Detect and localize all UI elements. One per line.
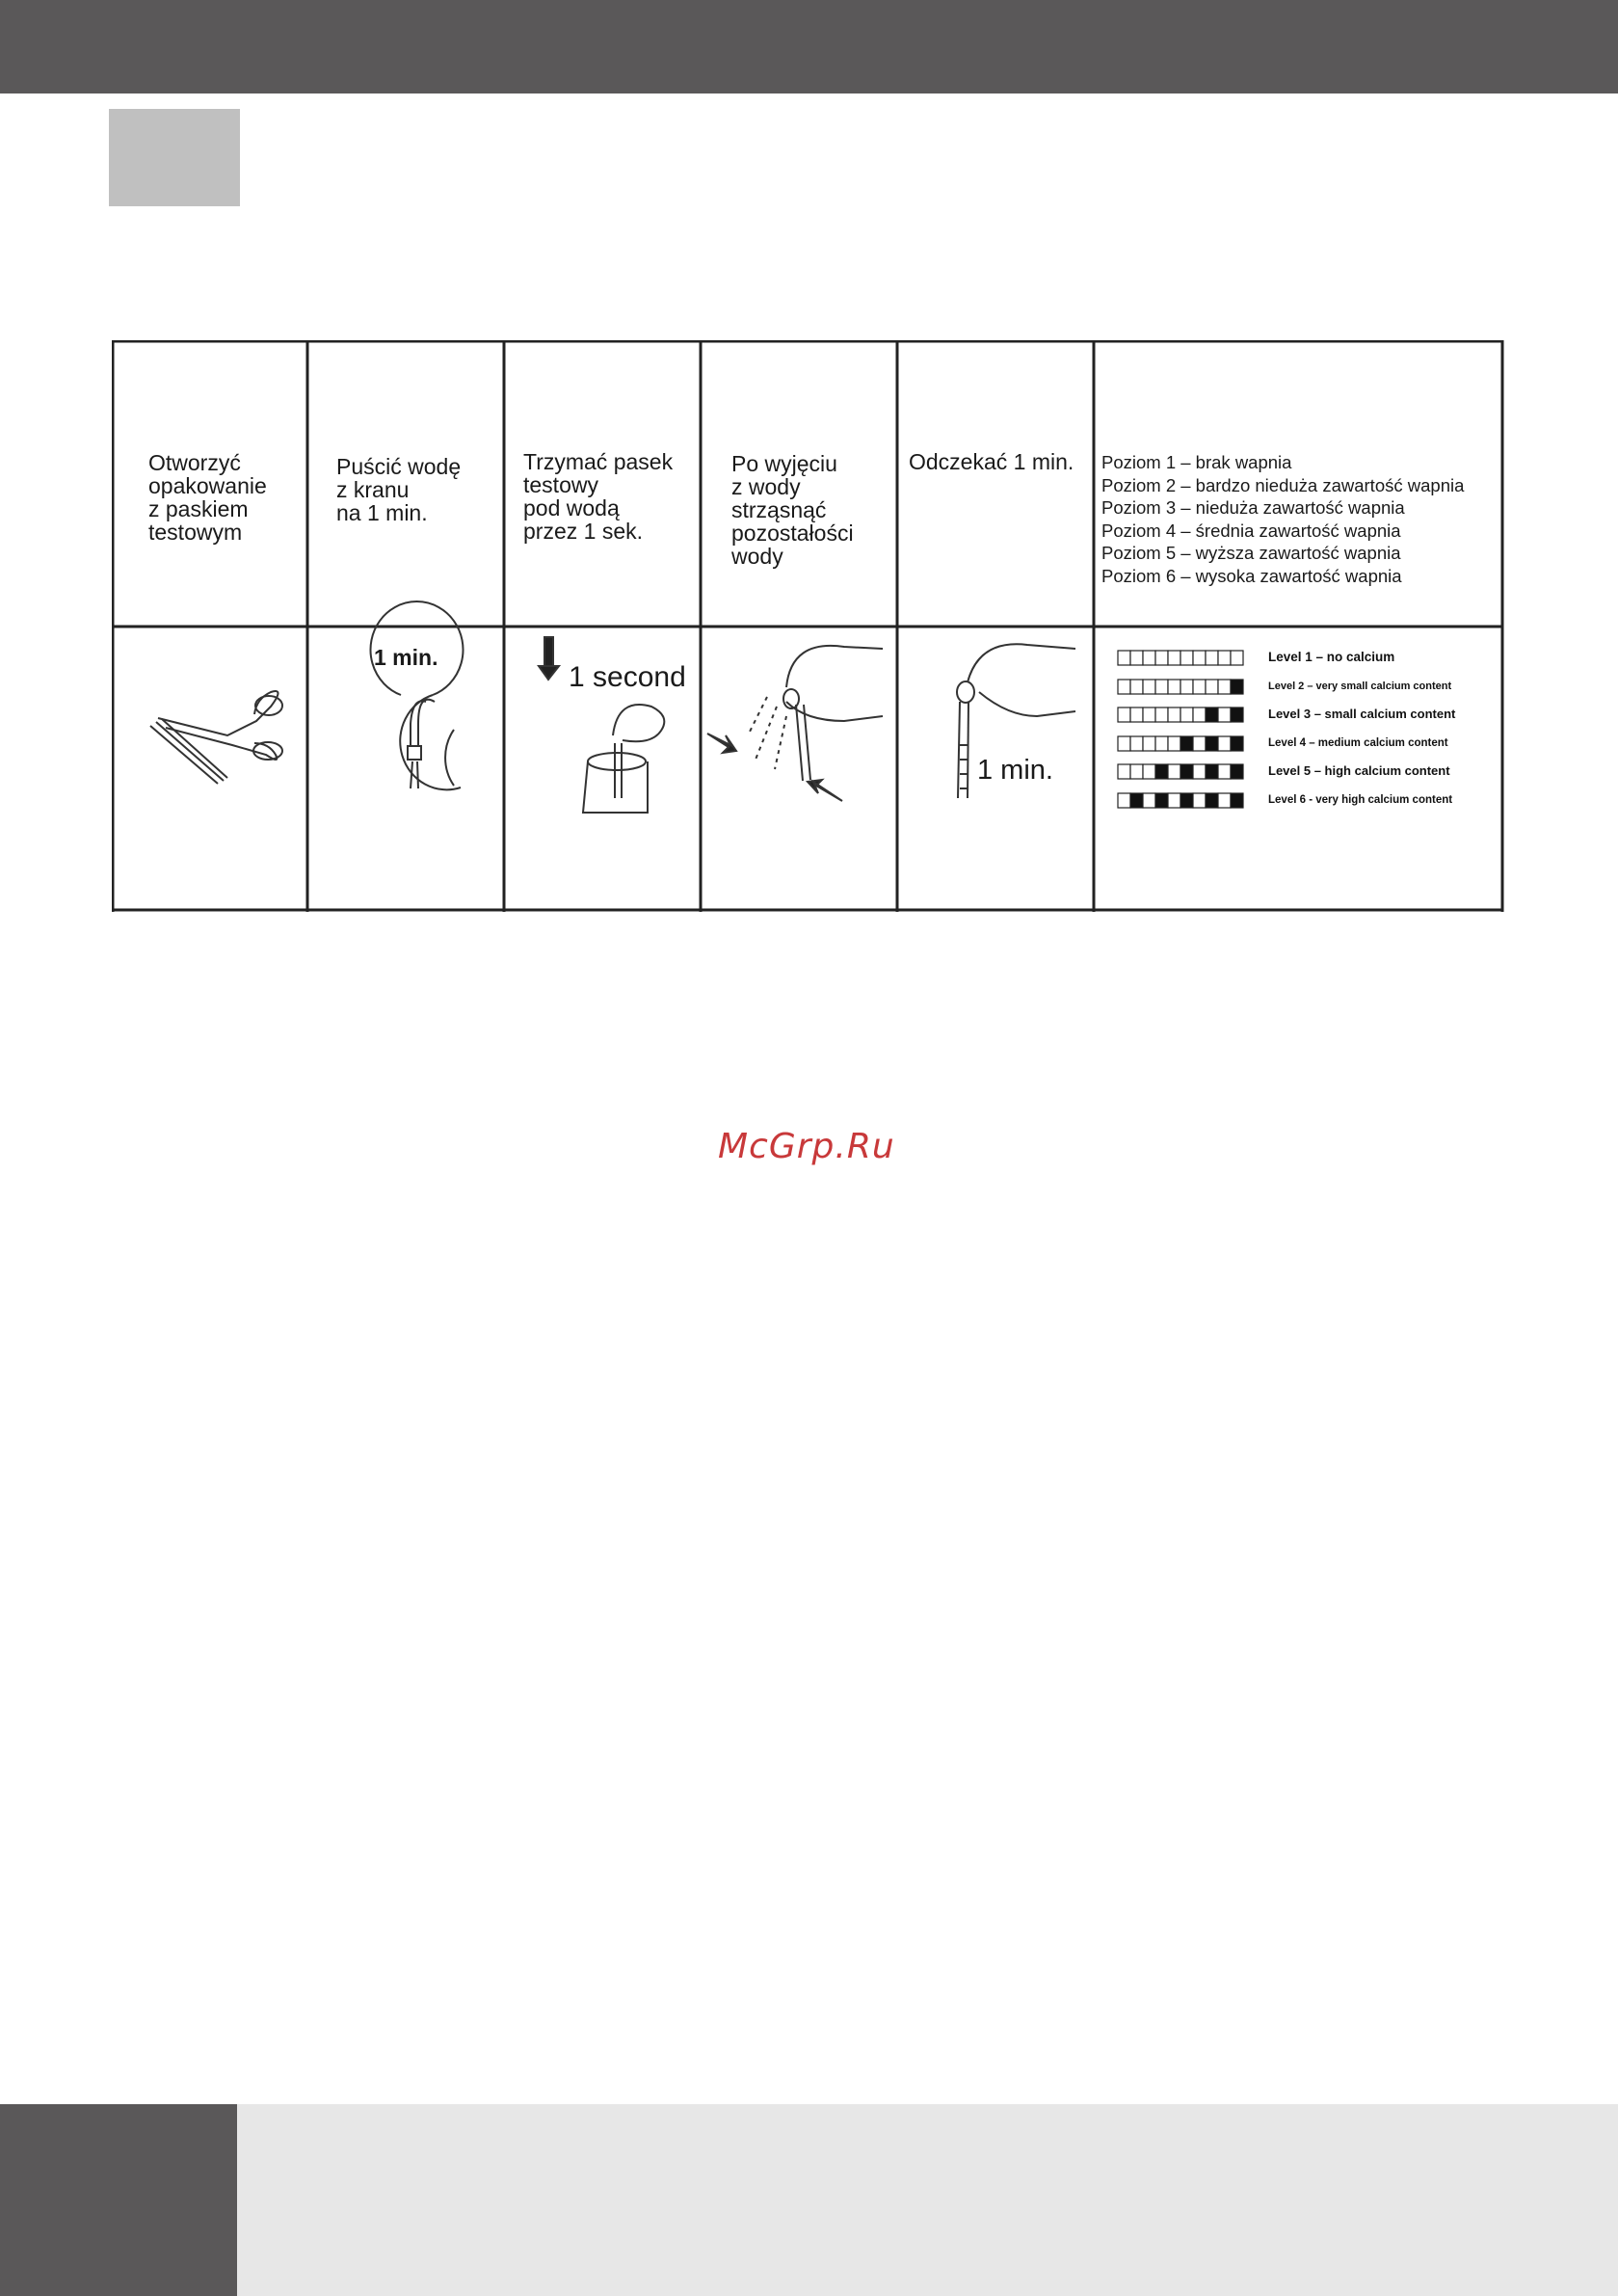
level-en-row [1117,649,1522,668]
levels-pl-list [1101,451,1464,587]
level-en-row [1117,706,1522,725]
wait-time-label: 1 min. [977,755,1053,786]
strip-square-empty [1193,736,1206,751]
strip-square-filled [1155,764,1168,779]
strip-square-empty [1130,764,1143,779]
step-2-text: Puścić wodę z kranu na 1 min. [336,454,462,525]
level-en-row [1117,678,1522,697]
strip-square-empty [1155,680,1168,694]
strip-square-filled [1231,707,1243,722]
strip-square-empty [1168,651,1180,665]
level-pl-item: Poziom 3 – nieduża zawartość wapnia [1101,497,1405,518]
strip-square-empty [1118,736,1130,751]
level-en-row [1117,791,1522,811]
tap-icon [371,601,464,789]
strip-square-filled [1231,736,1243,751]
level-pl-item: Poziom 1 – brak wapnia [1101,452,1292,472]
strip-square-empty [1168,680,1180,694]
strip-square-empty [1143,651,1155,665]
level-en-label: Level 2 – very small calcium content [1268,680,1452,692]
level-en-label: Level 6 - very high calcium content [1268,793,1453,806]
header-band [0,0,1618,93]
strip-square-empty [1193,793,1206,808]
strip-square-empty [1118,680,1130,694]
strip-square-empty [1118,651,1130,665]
strip-square-empty [1118,764,1130,779]
strip-square-empty [1193,680,1206,694]
step-1-text: Otworzyć opakowanie z paskiem testowym [148,450,267,545]
strip-square-empty [1143,793,1155,808]
strip-square-empty [1143,764,1155,779]
strip-square-empty [1168,793,1180,808]
strip-square-empty [1143,736,1155,751]
strip-square-empty [1193,764,1206,779]
scissors-icon [150,691,282,784]
strip-square-empty [1168,764,1180,779]
strip-square-empty [1118,793,1130,808]
strip-square-filled [1206,736,1218,751]
strip-square-empty [1218,651,1231,665]
strip-square-filled [1231,680,1243,694]
strip-square-empty [1193,707,1206,722]
strip-square-empty [1130,651,1143,665]
strip-square-filled [1231,764,1243,779]
shake-strip-icon [707,646,883,801]
test-strip-icon [1117,735,1248,753]
strip-square-filled [1155,793,1168,808]
test-strip-icon [1117,650,1248,667]
strip-square-empty [1143,680,1155,694]
strip-square-filled [1206,793,1218,808]
watermark: McGrp.Ru [718,1127,895,1166]
test-strip-icon [1117,792,1248,810]
strip-square-empty [1130,736,1143,751]
strip-square-empty [1130,707,1143,722]
strip-square-empty [1193,651,1206,665]
step-5-text: Odczekać 1 min. [909,449,1074,474]
strip-square-empty [1155,707,1168,722]
level-pl-item: Poziom 5 – wyższa zawartość wapnia [1101,543,1401,563]
strip-square-empty [1218,680,1231,694]
level-en-row [1117,734,1522,754]
strip-square-filled [1231,793,1243,808]
level-en-label: Level 4 – medium calcium content [1268,736,1448,749]
strip-square-empty [1206,680,1218,694]
test-strip-icon [1117,707,1248,724]
strip-square-empty [1180,651,1193,665]
dip-time-label: 1 second [569,661,686,693]
strip-square-empty [1168,736,1180,751]
test-strip-icon [1117,763,1248,781]
tap-time-label: 1 min. [374,645,438,670]
level-en-label: Level 5 – high calcium content [1268,763,1450,778]
footer-band [0,2104,1618,2296]
level-en-label: Level 1 – no calcium [1268,650,1395,664]
strip-square-empty [1155,736,1168,751]
strip-square-empty [1130,680,1143,694]
level-pl-item: Poziom 4 – średnia zawartość wapnia [1101,520,1401,541]
instruction-table [112,340,1504,912]
strip-square-filled [1180,793,1193,808]
strip-square-empty [1218,707,1231,722]
test-strip-icon [1117,679,1248,696]
strip-square-empty [1155,651,1168,665]
strip-square-empty [1218,793,1231,808]
strip-square-empty [1231,651,1243,665]
strip-square-filled [1130,793,1143,808]
level-pl-item: Poziom 2 – bardzo nieduża zawartość wapnia [1101,474,1465,495]
level-en-label: Level 3 – small calcium content [1268,707,1456,721]
strip-square-empty [1180,707,1193,722]
step-4-text: Po wyjęciu z wody strząsnąć pozostałości wody [731,451,854,569]
strip-square-empty [1118,707,1130,722]
strip-square-filled [1180,764,1193,779]
table-grid [112,340,1506,914]
strip-square-filled [1206,707,1218,722]
strip-square-empty [1218,736,1231,751]
section-marker [109,109,240,206]
level-en-row [1117,762,1522,782]
strip-square-empty [1168,707,1180,722]
footer-dark-block [0,2104,237,2296]
strip-square-empty [1180,680,1193,694]
level-pl-item: Poziom 6 – wysoka zawartość wapnia [1101,565,1402,586]
strip-square-filled [1180,736,1193,751]
strip-square-filled [1206,764,1218,779]
strip-square-empty [1143,707,1155,722]
step-3-text: Trzymać pasek testowy pod wodą przez 1 sek. [523,449,674,544]
strip-square-empty [1206,651,1218,665]
strip-square-empty [1218,764,1231,779]
